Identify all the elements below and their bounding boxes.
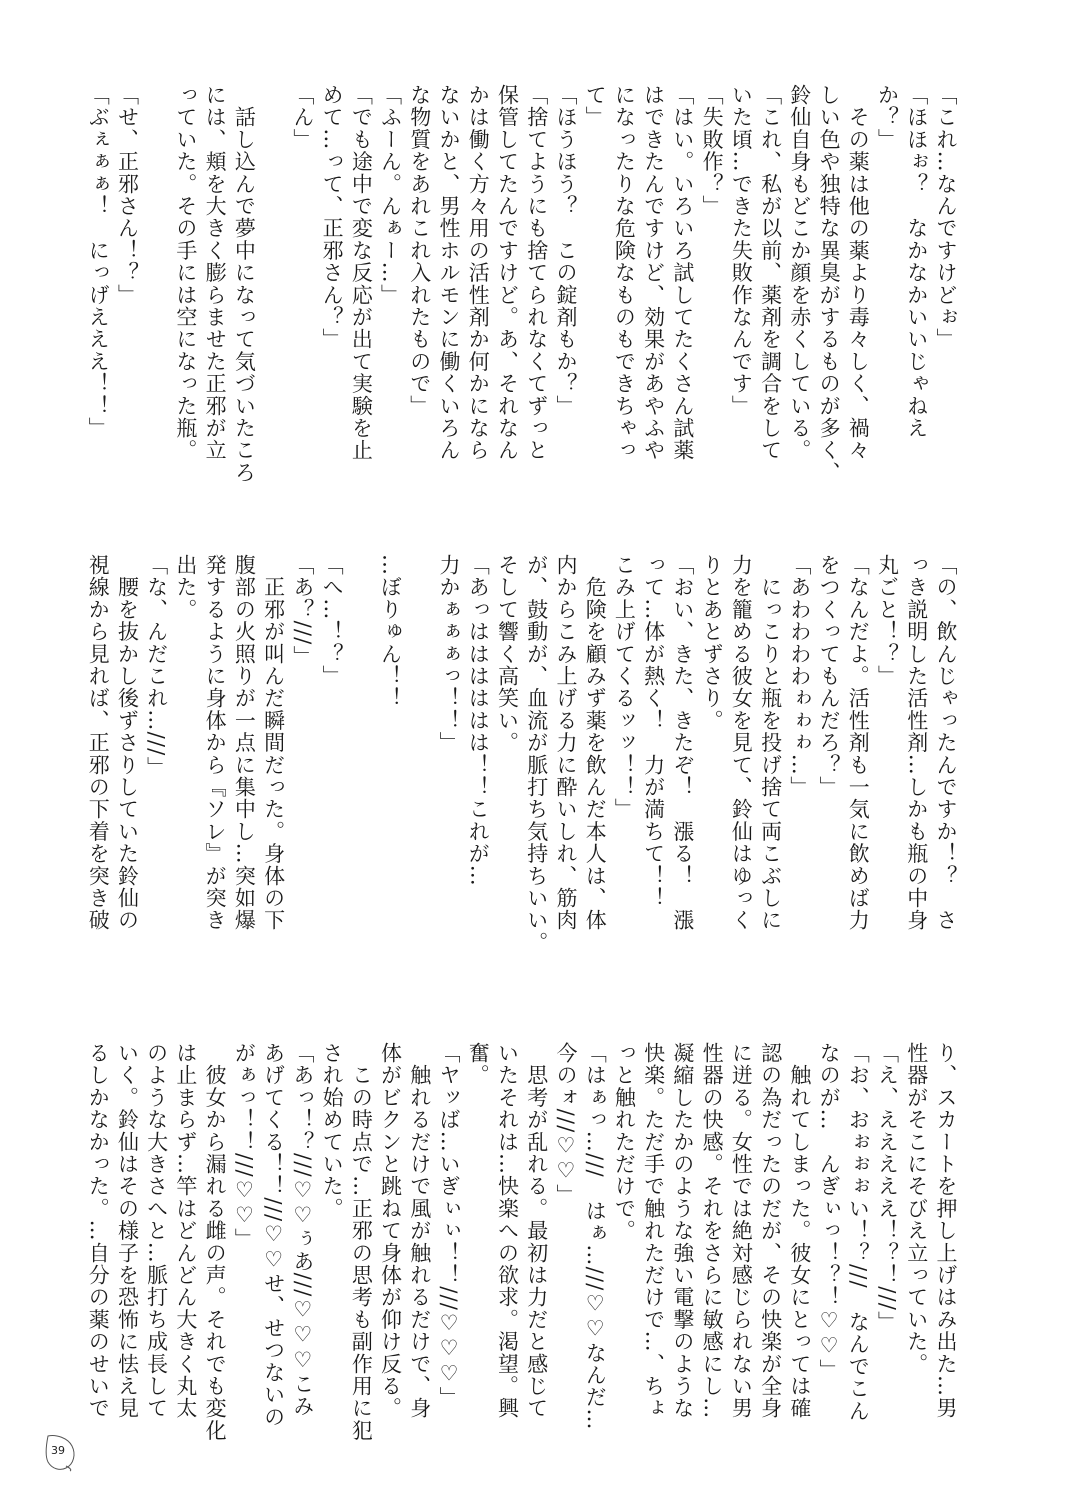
text-column: 鈴仙自身もどこか顔を赤くしている。 [787,84,812,462]
text-column: にっこりと瓶を投げ捨て両こぶしに [758,554,783,932]
text-block-bottom [82,1042,960,1452]
text-column: 腹部の火照りが一点に集中し…突如爆 [232,554,257,932]
text-column: この時点で…正邪の思考も副作用に犯 [349,1042,374,1442]
text-column: 「ほほぉ？ なかなかいいじゃねえ [904,84,929,440]
text-column: 触れてしまった。彼女にとっては確 [787,1042,812,1420]
text-column: り、スカートを押し上げはみ出た…男 [934,1042,958,1420]
text-column: 奮。 [466,1042,491,1087]
text-column: かは働く方々用の活性剤か何かになら [466,84,491,462]
text-column: って…体が熱く！ 力が満ちて！！ [641,554,666,910]
text-column: 保管してたんですけど。あ、それなん [495,84,520,462]
text-column: 「なんだよ。活性剤も一気に飲めば力 [846,554,871,932]
text-column: いく。鈴仙はその様子を恐怖に怯え見 [115,1042,140,1420]
text-column: しい色や独特な異臭がするものが多く、 [817,84,842,484]
text-column: いたそれは…快楽への欲求。渇望。興 [495,1042,520,1420]
text-column: は止まらず…竿はどんどん大きく丸太 [173,1042,198,1420]
text-column: こみ上げてくるッッ！！」 [612,554,637,821]
text-column: 内からこみ上げる力に酔いしれ、筋肉 [553,554,578,932]
text-column: 「え、えええええ！？！///」 [875,1042,900,1334]
text-column: 「捨てようにも捨てられなくてずっと [524,84,549,462]
text-block-top [82,84,960,494]
text-column: 凝縮したかのような強い電撃のような [670,1042,695,1420]
blank-line [141,84,170,494]
text-column: 力を籠める彼女を見て、鈴仙はゆっく [729,554,754,932]
text-column: て」 [583,84,608,129]
text-column: 「これ、私が以前、薬剤を調合をして [758,84,783,462]
text-column: になったりな危険なものもできちゃっ [612,84,637,462]
text-column: 腰を抜かし後ずさりしていた鈴仙の [115,554,140,932]
text-column: っき説明した活性剤…しかも瓶の中身 [904,554,929,932]
text-column: そして響く高笑い。 [495,554,520,754]
text-column: 危険を顧みず薬を飲んだ本人は、体 [583,554,608,932]
text-block-middle [82,554,960,964]
text-column: され始めていた。 [320,1042,345,1220]
text-column: 「失敗作？」 [700,84,725,218]
text-column: ないかと、男性ホルモンに働くいろん [437,84,462,462]
text-column: 「お、おぉぉぉい！？/// なんでこん [846,1042,871,1423]
blank-line [346,554,375,964]
text-column: 性器の快感。それをさらに敏感にし… [700,1042,725,1420]
text-column: なのが… んぎぃっ！？！♡♡」 [817,1042,842,1381]
text-column: のような大きさへと…脈打ち成長して [144,1042,169,1420]
text-column: いた頃…できた失敗作なんです」 [729,84,754,417]
text-column: 彼女から漏れる雌の声。それでも変化 [203,1042,228,1442]
text-column: っていた。その手には空になった瓶。 [173,84,198,462]
text-column: 「はい。いろいろ試してたくさん試薬 [670,84,695,462]
text-column: 「でも途中で変な反応が出て実験を止 [349,84,374,462]
text-column: 快楽。ただ手で触れただけで…、ちょ [641,1042,666,1420]
text-column: その薬は他の薬より毒々しく、禍々 [846,84,871,462]
page-number [42,1432,78,1472]
text-column: がぁっ！！///♡♡」 [232,1042,257,1251]
text-column: な物質をあれこれ入れたもので」 [407,84,432,417]
text-column: をつくってもんだろ？」 [817,554,842,799]
page-number-text: 39 [51,1444,65,1457]
text-column: 「おい、きた、きたぞ！ 漲る！ 漲 [670,554,695,932]
text-column: 丸ごと！？」 [875,554,900,688]
text-column: 力かぁぁぁっ！！」 [437,554,462,754]
text-column: 発するように身体から『ソレ』が突き [203,554,228,932]
text-column: 「ヤッば…いぎぃぃ！！///♡♡♡」 [437,1042,462,1409]
text-column: …ぼりゅん！！ [378,554,403,710]
text-column: はできたんですけど、効果があやふや [641,84,666,462]
text-column: 「ふーん。んぁー…」 [378,84,403,306]
text-column: めて…って、正邪さん？」 [320,84,345,351]
text-column: 正邪が叫んだ瞬間だった。身体の下 [261,554,286,932]
text-column: 「せ、正邪さん！？」 [115,84,140,306]
text-column: には、頬を大きく膨らませた正邪が立 [203,84,228,462]
text-column: 今のォ///♡♡」 [553,1042,578,1207]
text-column: 触れるだけで風が触れるだけで、身 [407,1042,432,1420]
text-column: 「あっ！？///♡♡ぅあ///♡♡♡こみ [290,1042,315,1418]
text-column: 認の為だったのだが、その快楽が全身 [758,1042,783,1420]
text-column: か？」 [875,84,900,151]
text-column: に迸る。女性では絶対感じられない男 [729,1042,754,1420]
text-column: 「これ…なんですけどぉ」 [934,84,958,351]
text-column: りとあとずさり。 [700,554,725,732]
text-column: 思考が乱れる。最初は力だと感じて [524,1042,549,1420]
text-column: 「な、んだこれ…///」 [144,554,169,779]
blank-line [405,554,434,964]
text-column: 性器がそこにそびえ立っていた。 [904,1042,929,1375]
text-column: 視線から見れば、正邪の下着を突き破 [86,554,111,932]
text-column: 「あわわわわゎゎゎ…」 [787,554,812,799]
text-column: っと触れただけで。 [612,1042,637,1242]
blank-line [258,84,287,494]
text-column: るしかなかった。…自分の薬のせいで [86,1042,111,1420]
text-column: 話し込んで夢中になって気づいたころ [232,84,257,484]
text-column: が、鼓動が、血流が脈打ち気持ちいい。 [524,554,549,954]
text-column: 「はぁっ…/// はぁ…///♡♡なんだ… [583,1042,608,1431]
text-column: 「あっはははははは！！これが… [466,554,491,887]
text-column: 「ほうほう？ この錠剤もか？」 [553,84,578,417]
text-column: 「ぶぇぁぁ！ にっげえええ！！」 [86,84,111,440]
text-column: 「あ？///」 [290,554,315,668]
text-column: 「の、飲んじゃったんですか！？ さ [934,554,958,932]
text-column: 体がビクンと跳ねて身体が仰け反る。 [378,1042,403,1420]
text-column: あげてくる！！///♡♡せ、せつないの [261,1042,286,1429]
text-column: 「へ…！？」 [320,554,345,688]
text-column: 「ん」 [290,84,315,151]
text-column: 出た。 [173,554,198,621]
